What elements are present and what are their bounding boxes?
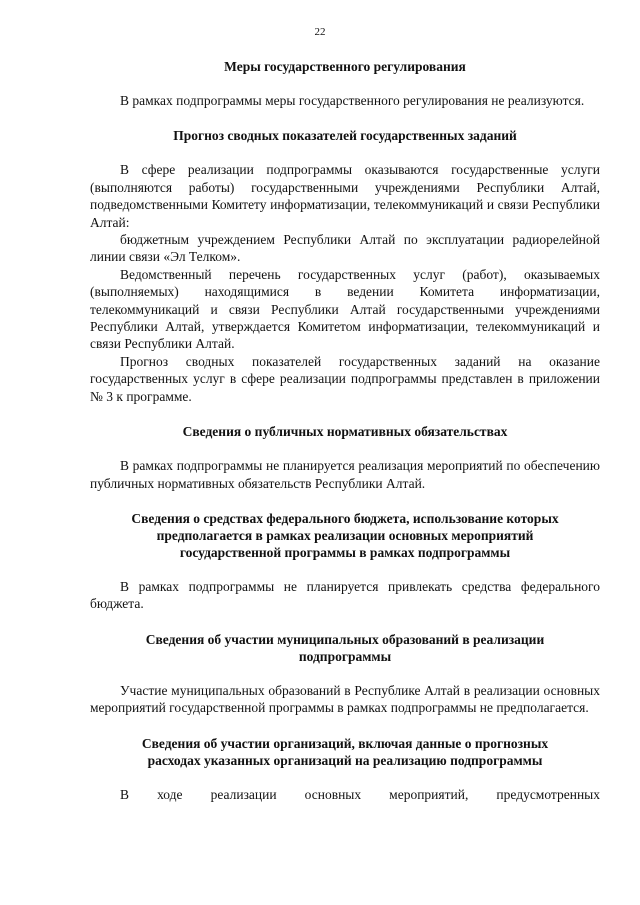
section-heading-public-obligations: Сведения о публичных нормативных обязательствах (182, 424, 508, 440)
section-heading-organizations-participation: Сведения об участии организаций, включая данные о прогнозных расходах указанных организаций на реализацию подпрограммы (141, 735, 549, 768)
paragraph: Прогноз сводных показателей государственных заданий на оказание государственных услуг в сфере реализации подпрограммы представлен в приложении № 3 к программе. (90, 353, 600, 404)
paragraph: бюджетным учреждением Республики Алтай по эксплуатации радиорелейной линии связи «Эл Телком». (90, 232, 600, 265)
paragraph: В рамках подпрограммы не планируется реализация мероприятий по обеспечению публичных нормативных обязательств Республики Алтай. (90, 458, 600, 491)
paragraph: В сфере реализации подпрограммы оказываются государственные услуги (выполняются работы) государственными учреждениями Республики Алтай, подведомственными Комитету информатизации, телекоммуникаций и связи Республики Алтай: (90, 162, 600, 230)
section-heading-state-tasks-forecast: Прогноз сводных показателей государственных заданий (173, 128, 517, 144)
section-heading-municipal-participation: Сведения об участии муниципальных образований в реализации подпрограммы (145, 631, 545, 664)
paragraph: В рамках подпрограммы не планируется привлекать средства федерального бюджета. (90, 578, 600, 612)
paragraph: Участие муниципальных образований в Республике Алтай в реализации основных мероприятий государственной программы в рамках подпрограммы не предполагается. (90, 682, 600, 716)
paragraph: В ходе реализации основных мероприятий, предусмотренных (120, 786, 600, 802)
paragraph: В рамках подпрограммы меры государственного регулирования не реализуются. (120, 93, 585, 108)
page-number: 22 (314, 26, 326, 38)
paragraph: Ведомственный перечень государственных услуг (работ), оказываемых (выполняемых) находящимися в ведении Комитета информатизации, телекоммуникаций и связи Республики Алтай государственными учреждениями Республики Алтай, утверждается Комитетом информатизации, телекоммуникаций и связи Республики Алтай. (90, 266, 600, 352)
page-content (90, 58, 600, 803)
section-heading-federal-budget: Сведения о средствах федерального бюджета, использование которых предполагается в рамках реализации основных мероприятий государственной программы в рамках подпрограммы (131, 510, 559, 560)
section-heading-state-regulation: Меры государственного регулирования (224, 59, 466, 74)
